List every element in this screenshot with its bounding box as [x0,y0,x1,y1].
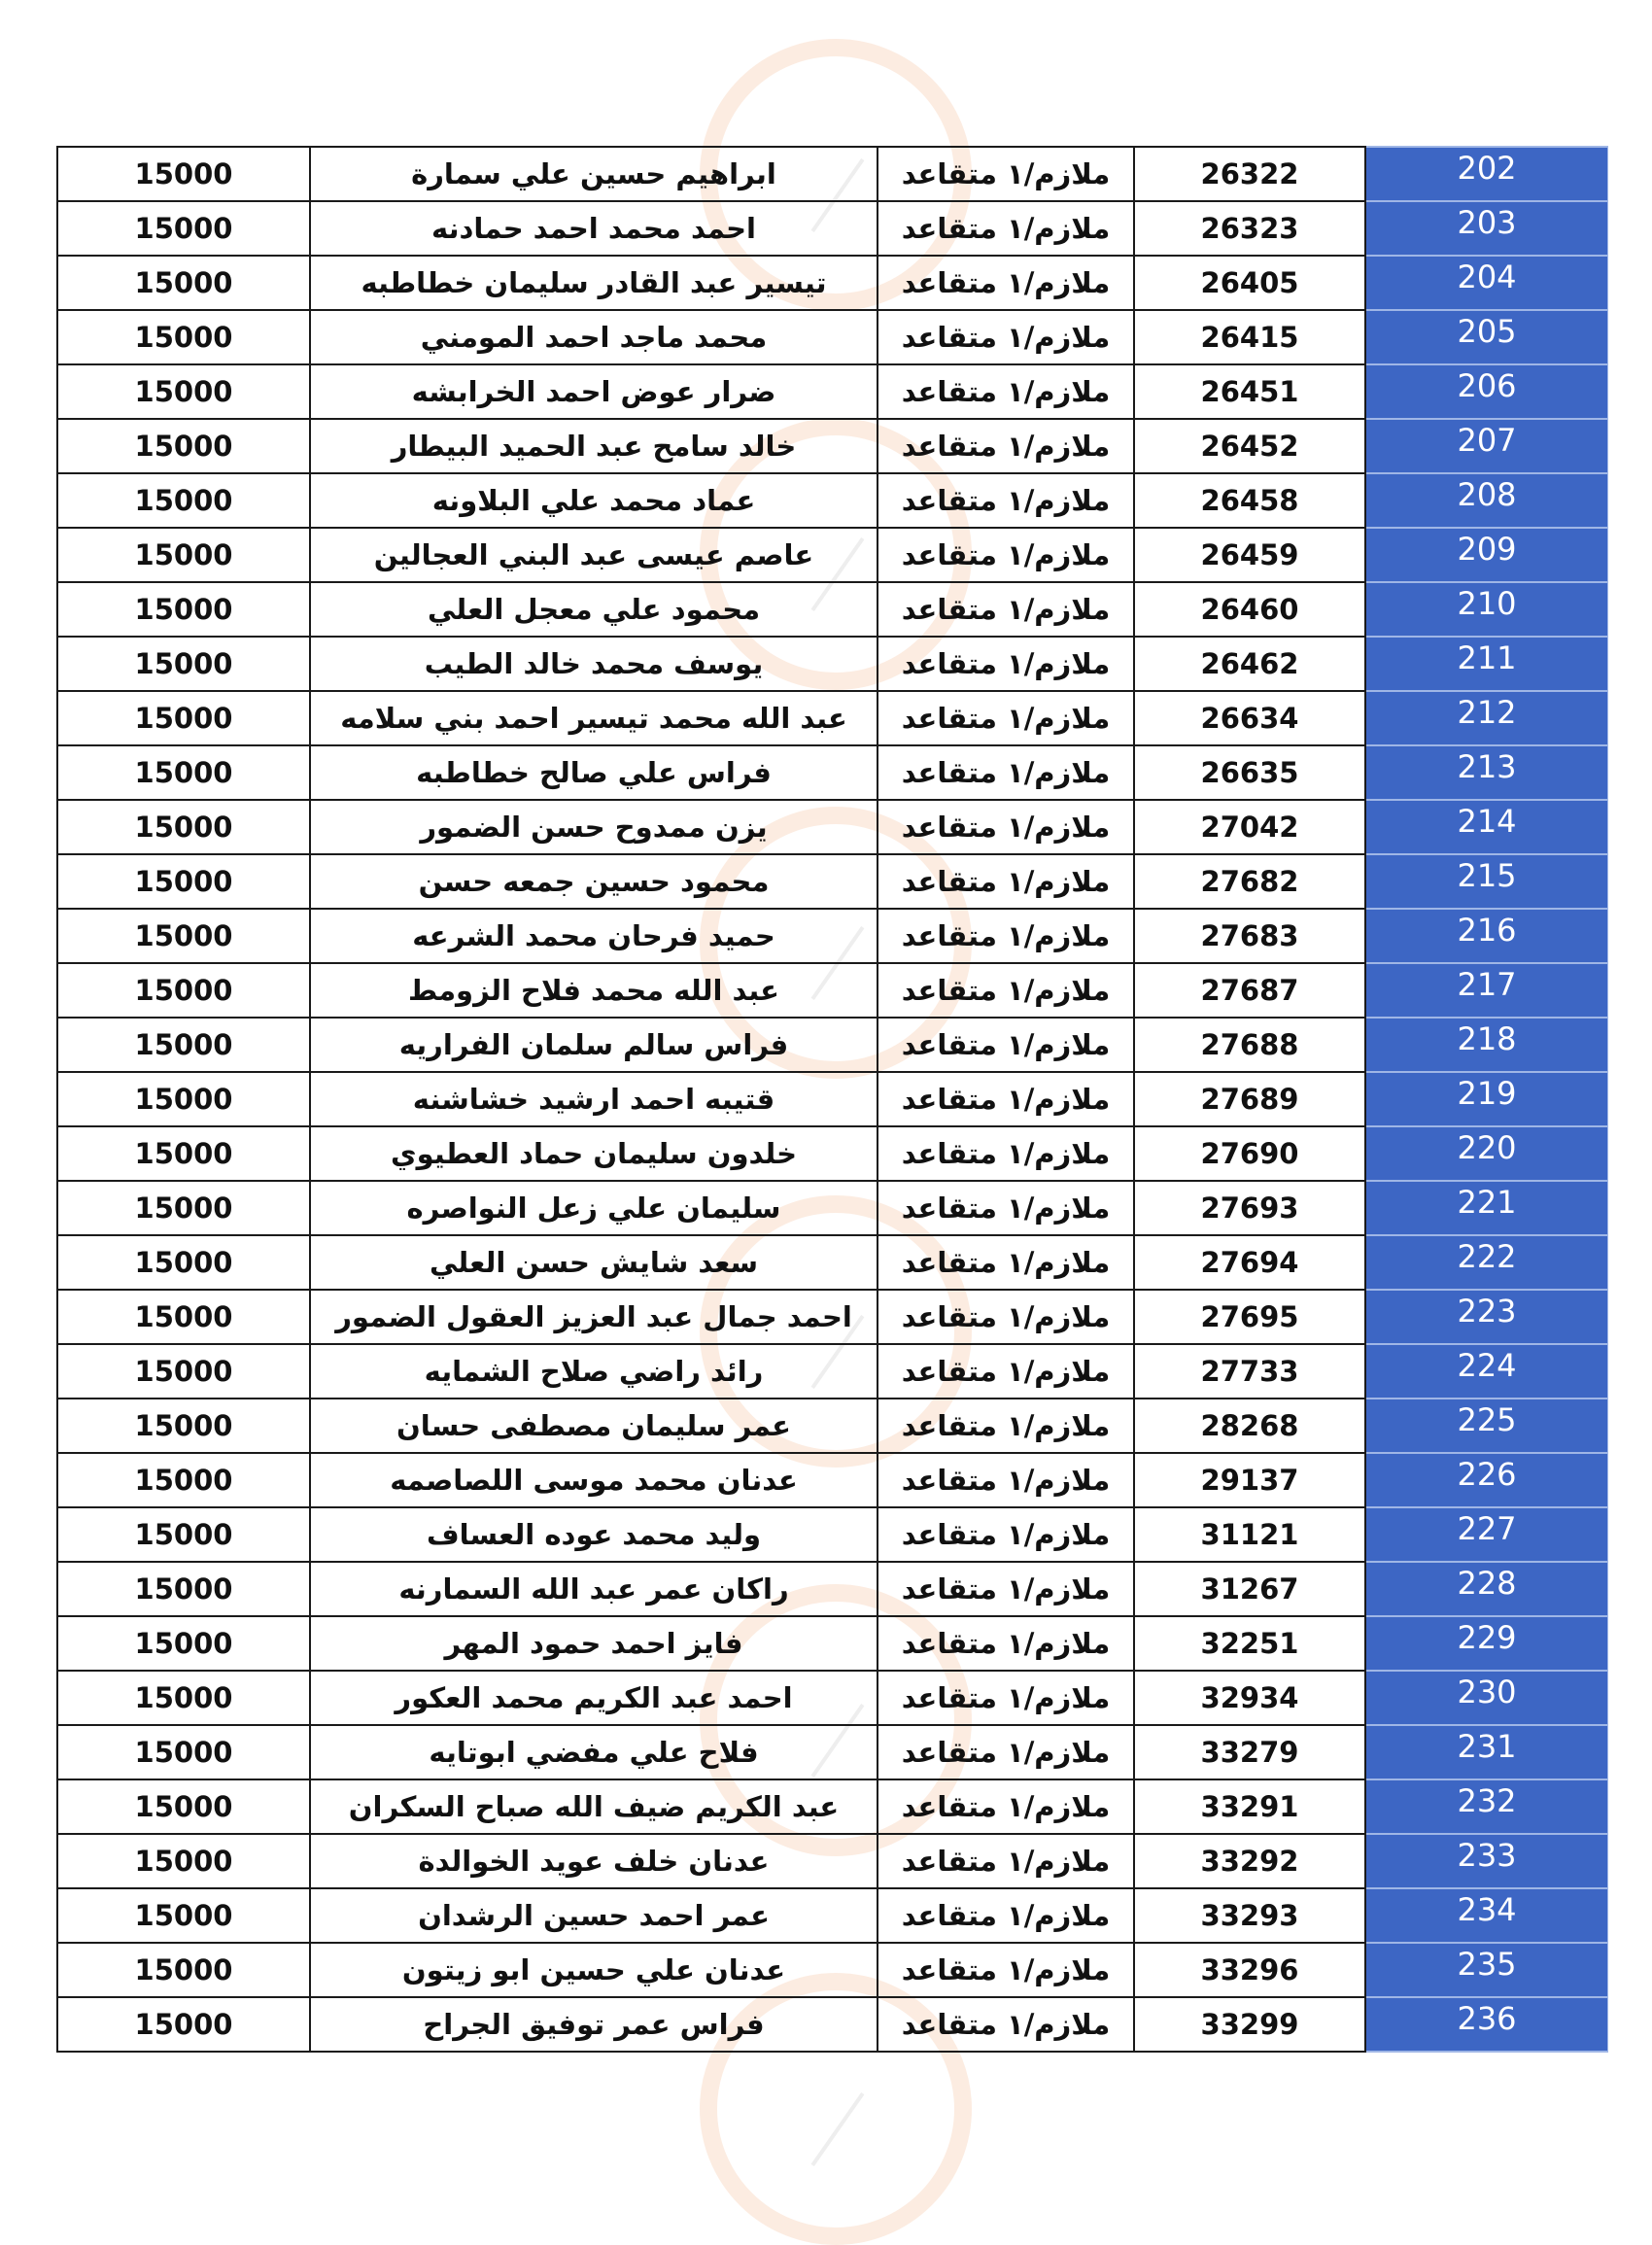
rank-cell: ملازم/١ متقاعد [878,1181,1134,1235]
table-row [57,1018,1608,1072]
military-id-cell: 26634 [1134,691,1365,745]
row-number-cell: 231 [1365,1725,1608,1779]
rank-cell: ملازم/١ متقاعد [878,963,1134,1018]
table-row [57,1888,1608,1943]
name-cell: ابراهيم حسين علي سمارة [310,147,878,201]
military-id-cell: 32251 [1134,1616,1365,1671]
name-cell: حميد فرحان محمد الشرعه [310,909,878,963]
name-cell: عمر سليمان مصطفى حسان [310,1399,878,1453]
row-number-cell: 223 [1365,1290,1608,1344]
name-cell: احمد محمد احمد حمادنه [310,201,878,256]
rank-cell: ملازم/١ متقاعد [878,1290,1134,1344]
row-number-cell: 214 [1365,800,1608,854]
table-row [57,1181,1608,1235]
amount-cell: 15000 [57,1399,310,1453]
amount-cell: 15000 [57,963,310,1018]
military-id-cell: 27042 [1134,800,1365,854]
table-row [57,201,1608,256]
military-id-cell: 33292 [1134,1834,1365,1888]
rank-cell: ملازم/١ متقاعد [878,528,1134,582]
table-row [57,1290,1608,1344]
rank-cell: ملازم/١ متقاعد [878,1997,1134,2052]
name-cell: يزن ممدوح حسن الضمور [310,800,878,854]
amount-cell: 15000 [57,473,310,528]
rank-cell: ملازم/١ متقاعد [878,419,1134,473]
military-id-cell: 26635 [1134,745,1365,800]
amount-cell: 15000 [57,1834,310,1888]
rank-cell: ملازم/١ متقاعد [878,691,1134,745]
table-row [57,1943,1608,1997]
military-id-cell: 33293 [1134,1888,1365,1943]
table-row [57,800,1608,854]
rank-cell: ملازم/١ متقاعد [878,637,1134,691]
name-cell: ضرار عوض احمد الخرابشه [310,364,878,419]
table-row [57,1779,1608,1834]
rank-cell: ملازم/١ متقاعد [878,1671,1134,1725]
name-cell: محمد ماجد احمد المومني [310,310,878,364]
rank-cell: ملازم/١ متقاعد [878,1018,1134,1072]
row-number-cell: 236 [1365,1997,1608,2052]
amount-cell: 15000 [57,1725,310,1779]
amount-cell: 15000 [57,1344,310,1399]
amount-cell: 15000 [57,147,310,201]
military-id-cell: 27688 [1134,1018,1365,1072]
military-id-cell: 29137 [1134,1453,1365,1507]
military-id-cell: 32934 [1134,1671,1365,1725]
table-row [57,963,1608,1018]
military-id-cell: 33299 [1134,1997,1365,2052]
row-number-cell: 227 [1365,1507,1608,1562]
amount-cell: 15000 [57,1671,310,1725]
amount-cell: 15000 [57,256,310,310]
military-id-cell: 33296 [1134,1943,1365,1997]
name-cell: عمر احمد حسين الرشدان [310,1888,878,1943]
row-number-cell: 209 [1365,528,1608,582]
rank-cell: ملازم/١ متقاعد [878,1725,1134,1779]
table-body [57,147,1608,2052]
row-number-cell: 215 [1365,854,1608,909]
name-cell: محمود علي معجل العلي [310,582,878,637]
military-id-cell: 31121 [1134,1507,1365,1562]
amount-cell: 15000 [57,1453,310,1507]
table-row [57,1453,1608,1507]
rank-cell: ملازم/١ متقاعد [878,147,1134,201]
name-cell: عاصم عيسى عبد البني العجالين [310,528,878,582]
amount-cell: 15000 [57,582,310,637]
military-id-cell: 33279 [1134,1725,1365,1779]
row-number-cell: 221 [1365,1181,1608,1235]
rank-cell: ملازم/١ متقاعد [878,1344,1134,1399]
name-cell: سعد شايش حسن العلي [310,1235,878,1290]
name-cell: عبد الكريم ضيف الله صباح السكران [310,1779,878,1834]
row-number-cell: 212 [1365,691,1608,745]
table-row [57,310,1608,364]
name-cell: احمد عبد الكريم محمد العكور [310,1671,878,1725]
name-cell: فراس علي صالح خطاطبه [310,745,878,800]
amount-cell: 15000 [57,1181,310,1235]
amount-cell: 15000 [57,1997,310,2052]
name-cell: خلدون سليمان حماد العطيوي [310,1126,878,1181]
amount-cell: 15000 [57,1507,310,1562]
rank-cell: ملازم/١ متقاعد [878,1399,1134,1453]
amount-cell: 15000 [57,364,310,419]
row-number-cell: 228 [1365,1562,1608,1616]
rank-cell: ملازم/١ متقاعد [878,1616,1134,1671]
name-cell: عدنان خلف عويد الخوالدة [310,1834,878,1888]
row-number-cell: 217 [1365,963,1608,1018]
table-row [57,1616,1608,1671]
row-number-cell: 226 [1365,1453,1608,1507]
name-cell: احمد جمال عبد العزيز العقول الضمور [310,1290,878,1344]
rank-cell: ملازم/١ متقاعد [878,745,1134,800]
name-cell: عبد الله محمد تيسير احمد بني سلامه [310,691,878,745]
amount-cell: 15000 [57,637,310,691]
name-cell: سليمان علي زعل النواصره [310,1181,878,1235]
military-id-cell: 26323 [1134,201,1365,256]
military-id-cell: 31267 [1134,1562,1365,1616]
rank-cell: ملازم/١ متقاعد [878,256,1134,310]
amount-cell: 15000 [57,528,310,582]
military-id-cell: 26415 [1134,310,1365,364]
table-row [57,256,1608,310]
name-cell: فلاح علي مفضي ابوتايه [310,1725,878,1779]
table-row [57,1562,1608,1616]
military-id-cell: 27733 [1134,1344,1365,1399]
military-id-cell: 26405 [1134,256,1365,310]
row-number-cell: 211 [1365,637,1608,691]
table-row [57,473,1608,528]
row-number-cell: 202 [1365,147,1608,201]
name-cell: عدنان علي حسين ابو زيتون [310,1943,878,1997]
military-id-cell: 27687 [1134,963,1365,1018]
row-number-cell: 208 [1365,473,1608,528]
table-row [57,419,1608,473]
table-row [57,1235,1608,1290]
rank-cell: ملازم/١ متقاعد [878,1888,1134,1943]
row-number-cell: 224 [1365,1344,1608,1399]
table-row [57,147,1608,201]
name-cell: وليد محمد عوده العساف [310,1507,878,1562]
row-number-cell: 207 [1365,419,1608,473]
rank-cell: ملازم/١ متقاعد [878,1943,1134,1997]
table-row [57,637,1608,691]
amount-cell: 15000 [57,1235,310,1290]
row-number-cell: 210 [1365,582,1608,637]
row-number-cell: 206 [1365,364,1608,419]
rank-cell: ملازم/١ متقاعد [878,201,1134,256]
military-id-cell: 26462 [1134,637,1365,691]
name-cell: خالد سامح عبد الحميد البيطار [310,419,878,473]
row-number-cell: 225 [1365,1399,1608,1453]
rank-cell: ملازم/١ متقاعد [878,1779,1134,1834]
row-number-cell: 220 [1365,1126,1608,1181]
table-row [57,364,1608,419]
row-number-cell: 222 [1365,1235,1608,1290]
military-id-cell: 27689 [1134,1072,1365,1126]
military-id-cell: 27693 [1134,1181,1365,1235]
row-number-cell: 219 [1365,1072,1608,1126]
table-row [57,1072,1608,1126]
name-cell: فايز احمد حمود المهر [310,1616,878,1671]
name-cell: راكان عمر عبد الله السمارنه [310,1562,878,1616]
table-row [57,1671,1608,1725]
rank-cell: ملازم/١ متقاعد [878,1235,1134,1290]
table-row [57,691,1608,745]
amount-cell: 15000 [57,1616,310,1671]
rank-cell: ملازم/١ متقاعد [878,1562,1134,1616]
amount-cell: 15000 [57,1018,310,1072]
military-id-cell: 27682 [1134,854,1365,909]
row-number-cell: 204 [1365,256,1608,310]
military-id-cell: 26458 [1134,473,1365,528]
rank-cell: ملازم/١ متقاعد [878,582,1134,637]
rank-cell: ملازم/١ متقاعد [878,854,1134,909]
rank-cell: ملازم/١ متقاعد [878,1453,1134,1507]
amount-cell: 15000 [57,1943,310,1997]
row-number-cell: 235 [1365,1943,1608,1997]
row-number-cell: 205 [1365,310,1608,364]
table-row [57,745,1608,800]
military-id-cell: 26451 [1134,364,1365,419]
rank-cell: ملازم/١ متقاعد [878,1834,1134,1888]
name-cell: تيسير عبد القادر سليمان خطاطبه [310,256,878,310]
rank-cell: ملازم/١ متقاعد [878,1126,1134,1181]
amount-cell: 15000 [57,800,310,854]
row-number-cell: 213 [1365,745,1608,800]
rank-cell: ملازم/١ متقاعد [878,1072,1134,1126]
military-id-cell: 27694 [1134,1235,1365,1290]
name-cell: فراس عمر توفيق الجراح [310,1997,878,2052]
table-row [57,1834,1608,1888]
table-row [57,1507,1608,1562]
row-number-cell: 216 [1365,909,1608,963]
military-id-cell: 28268 [1134,1399,1365,1453]
amount-cell: 15000 [57,419,310,473]
rank-cell: ملازم/١ متقاعد [878,909,1134,963]
military-id-cell: 26459 [1134,528,1365,582]
table-row [57,909,1608,963]
row-number-cell: 218 [1365,1018,1608,1072]
amount-cell: 15000 [57,1888,310,1943]
table-row [57,1997,1608,2052]
row-number-cell: 233 [1365,1834,1608,1888]
name-cell: عبد الله محمد فلاح الزومط [310,963,878,1018]
row-number-cell: 234 [1365,1888,1608,1943]
military-id-cell: 27695 [1134,1290,1365,1344]
amount-cell: 15000 [57,745,310,800]
amount-cell: 15000 [57,1072,310,1126]
retirees-table [56,146,1608,2053]
rank-cell: ملازم/١ متقاعد [878,1507,1134,1562]
military-id-cell: 27690 [1134,1126,1365,1181]
name-cell: عماد محمد علي البلاونه [310,473,878,528]
amount-cell: 15000 [57,1779,310,1834]
amount-cell: 15000 [57,691,310,745]
table-row [57,1725,1608,1779]
amount-cell: 15000 [57,1126,310,1181]
military-id-cell: 33291 [1134,1779,1365,1834]
name-cell: قتيبه احمد ارشيد خشاشنه [310,1072,878,1126]
table-row [57,1344,1608,1399]
name-cell: عدنان محمد موسى اللصاصمه [310,1453,878,1507]
table-row [57,528,1608,582]
military-id-cell: 27683 [1134,909,1365,963]
amount-cell: 15000 [57,854,310,909]
table-row [57,1126,1608,1181]
name-cell: رائد راضي صلاح الشمايه [310,1344,878,1399]
row-number-cell: 230 [1365,1671,1608,1725]
amount-cell: 15000 [57,1290,310,1344]
row-number-cell: 232 [1365,1779,1608,1834]
table-row [57,1399,1608,1453]
amount-cell: 15000 [57,1562,310,1616]
rank-cell: ملازم/١ متقاعد [878,473,1134,528]
military-id-cell: 26452 [1134,419,1365,473]
military-id-cell: 26460 [1134,582,1365,637]
amount-cell: 15000 [57,201,310,256]
table-row [57,582,1608,637]
row-number-cell: 203 [1365,201,1608,256]
rank-cell: ملازم/١ متقاعد [878,310,1134,364]
rank-cell: ملازم/١ متقاعد [878,364,1134,419]
amount-cell: 15000 [57,909,310,963]
name-cell: فراس سالم سلمان الفراريه [310,1018,878,1072]
row-number-cell: 229 [1365,1616,1608,1671]
military-id-cell: 26322 [1134,147,1365,201]
name-cell: محمود حسين جمعه حسن [310,854,878,909]
amount-cell: 15000 [57,310,310,364]
rank-cell: ملازم/١ متقاعد [878,800,1134,854]
name-cell: يوسف محمد خالد الطيب [310,637,878,691]
table-row [57,854,1608,909]
